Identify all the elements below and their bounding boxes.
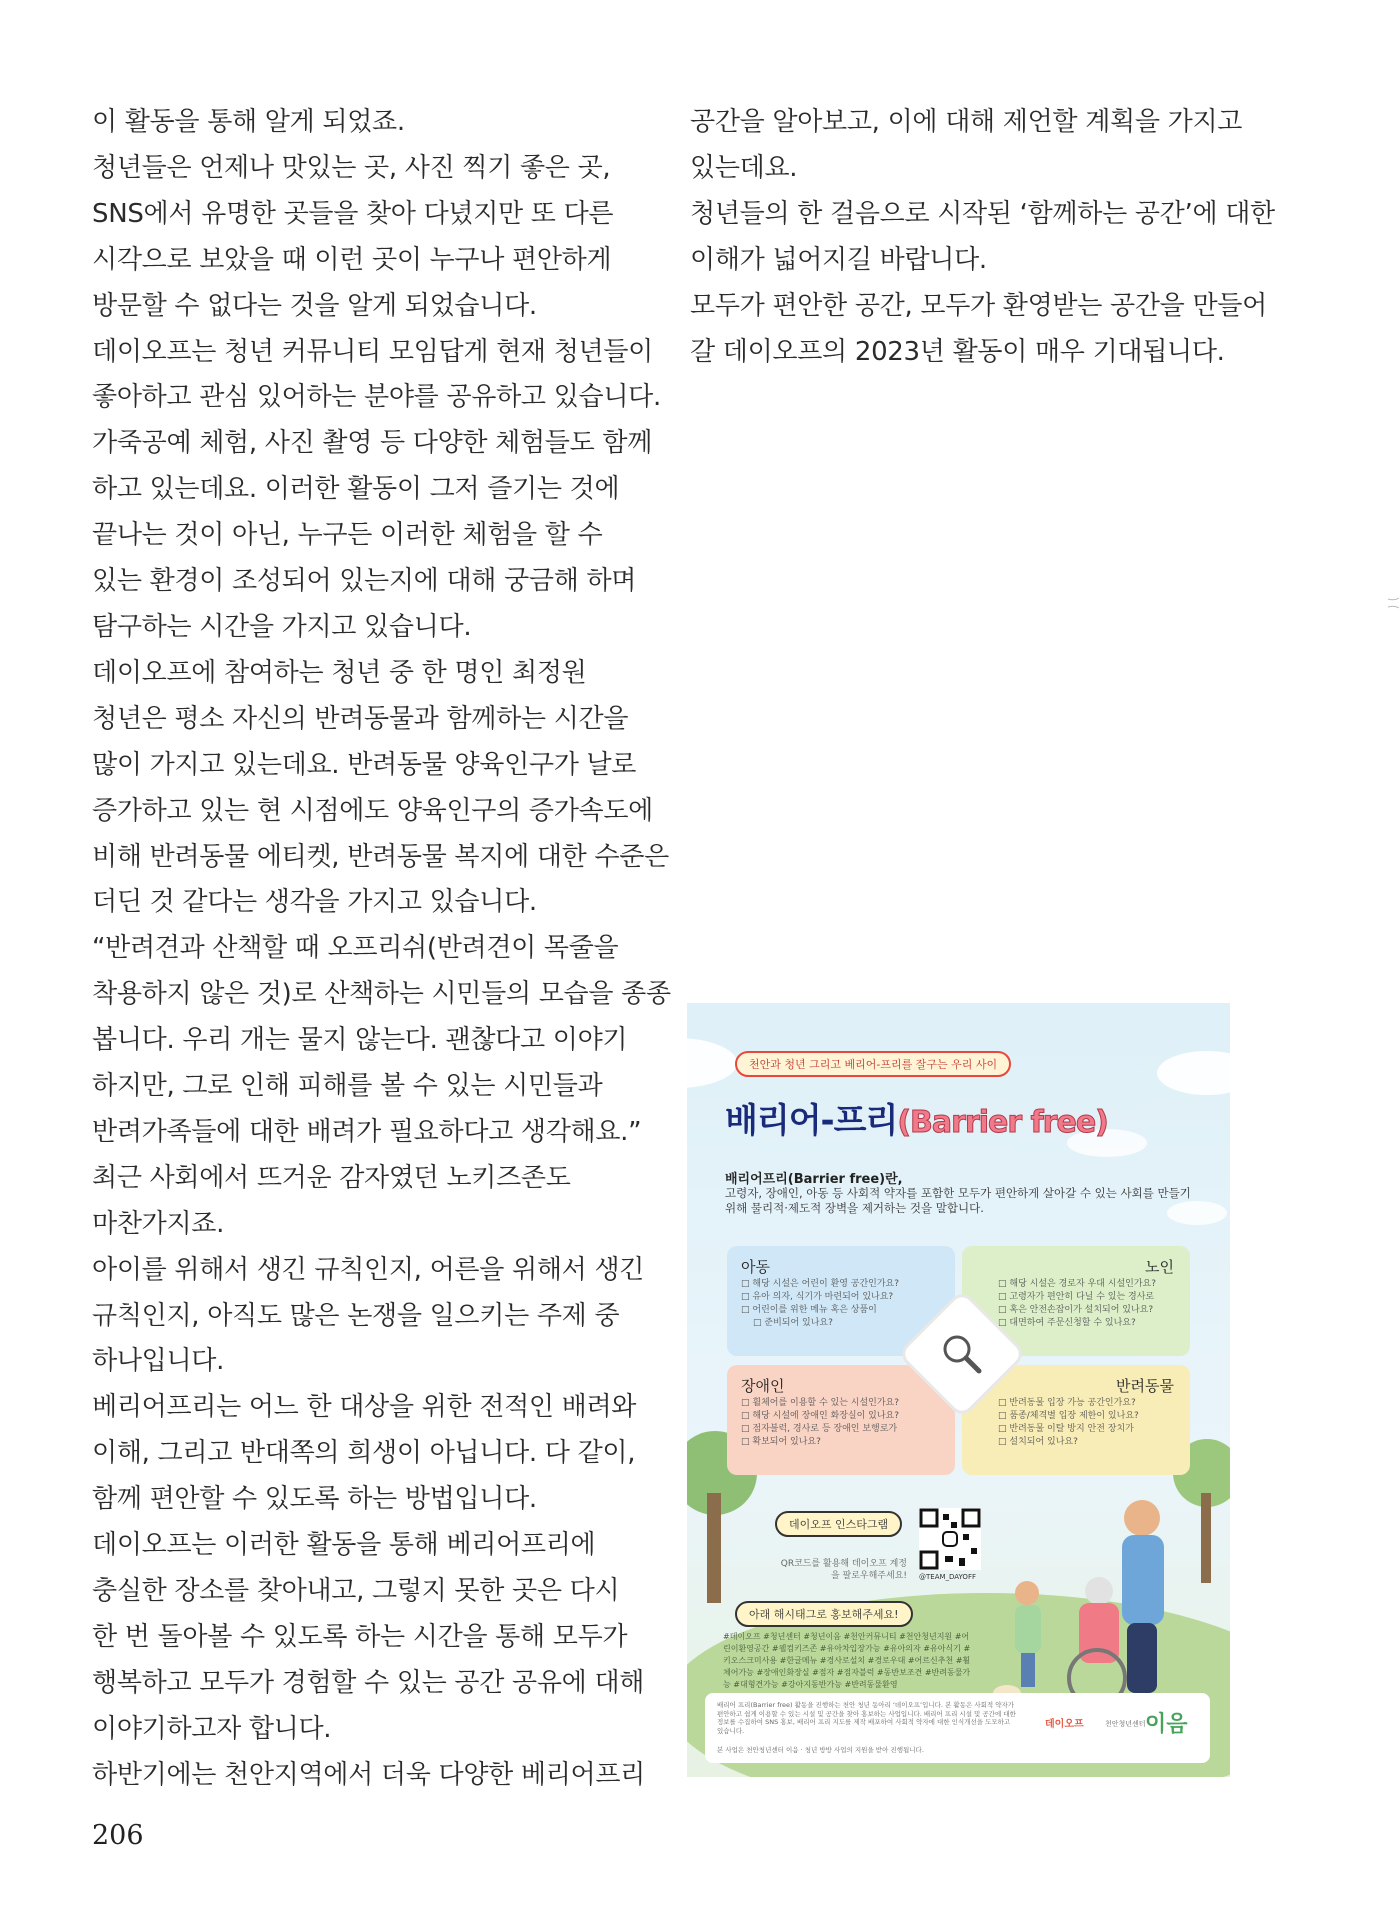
footer-text: 배리어 프리(Barrier free) 활동을 진행하는 천안 청년 동아리 ‘데이오프’입니다. 본 활동은 사회적 약자가 편안하고 쉽게 이용할 수 있는 시설 및 공간을 찾아 홍보하는 사업입니다. 배리어 프리 시설 및 공간에 대한 정보를 수집하여 SNS 홍보, 배리어 프리 지도를 제작 배포하여 사회적 약자에 대한 인식개선을 도모하고 있습니다.	[717, 1701, 1016, 1735]
text-line: 청년은 평소 자신의 반려동물과 함께하는 시간을	[92, 703, 629, 734]
text-line: 규칙인지, 아직도 많은 논쟁을 일으키는 주제 중	[92, 1300, 620, 1331]
poster-title-korean: 배리어-프리	[725, 1101, 898, 1141]
text-line: 하지만, 그로 인해 피해를 볼 수 있는 시민들과	[92, 1071, 603, 1102]
list-item: □ 고령자가 편안히 다닐 수 있는 경사로	[998, 1291, 1156, 1304]
text-line: 있는 환경이 조성되어 있는지에 대해 궁금해 하며	[92, 566, 637, 597]
poster-definition-title: 배리어프리(Barrier free)란,	[725, 1172, 903, 1187]
list-item: □ 해당 시설은 경로자 우대 시설인가요?	[998, 1278, 1156, 1291]
checklist-child-title: 아동	[741, 1258, 770, 1276]
text-line: 좋아하고 관심 있어하는 분야를 공유하고 있습니다.	[92, 382, 661, 413]
text-line: “반려견과 산책할 때 오프리쉬(반려견이 목줄을	[92, 933, 619, 964]
left-text-column	[92, 100, 671, 1799]
text-line: 최근 사회에서 뜨거운 감자였던 노키즈존도	[92, 1162, 571, 1193]
text-line: 공간을 알아보고, 이에 대해 제언할 계획을 가지고	[690, 107, 1243, 137]
right-text-column	[690, 100, 1275, 375]
text-line: 착용하지 않은 것)로 산책하는 시민들의 모습을 종종	[92, 979, 671, 1010]
text-line: 이해가 넓어지길 바랍니다.	[690, 244, 987, 275]
list-item: □ 대면하여 주문신청할 수 있나요?	[998, 1317, 1156, 1330]
text-line: 하나입니다.	[92, 1346, 225, 1377]
checklist-disabled-title: 장애인	[741, 1377, 785, 1395]
text-line: 이해, 그리고 반대쪽의 희생이 아닙니다. 다 같이,	[92, 1438, 636, 1469]
list-item: □ 반려동물 입장 가능 공간인가요?	[998, 1397, 1139, 1410]
text-line: 데이오프는 청년 커뮤니티 모임답게 현재 청년들이	[92, 336, 653, 367]
checklist-pet-items	[998, 1397, 1139, 1449]
list-item: □ 혹은 안전손잡이가 설치되어 있나요?	[998, 1304, 1156, 1317]
poster-title-english: (Barrier free)	[897, 1105, 1108, 1140]
text-line: 가죽공예 체험, 사진 촬영 등 다양한 체험들도 함께	[92, 428, 653, 459]
poster-definition-text: 고령자, 장애인, 아동 등 사회적 약자를 포함한 모두가 편안하게 살아갈 수 있는 사회를 만들기 위해 물리적·제도적 장벽을 제거하는 것을 말합니다.	[725, 1186, 1191, 1215]
page-number: 206	[92, 1820, 144, 1851]
list-item: □ 휠체어를 이용할 수 있는 시설인가요?	[741, 1397, 899, 1410]
text-line: 베리어프리는 어느 한 대상을 위한 전적인 배려와	[92, 1392, 637, 1423]
text-line: 봅니다. 우리 개는 물지 않는다. 괜찮다고 이야기	[92, 1025, 628, 1056]
text-line: 많이 가지고 있는데요. 반려동물 양육인구가 날로	[92, 749, 637, 780]
text-line: 이 활동을 통해 알게 되었죠.	[92, 107, 405, 137]
list-item: □ 품종/체격별 입장 제한이 있나요?	[998, 1410, 1139, 1423]
magnifier-icon	[937, 1329, 987, 1379]
dayoff-logo: 데이오프	[1045, 1719, 1084, 1730]
list-item: □ 준비되어 있나요?	[741, 1317, 899, 1330]
list-item: □ 점자블럭, 경사로 등 장애인 보행로가	[741, 1423, 899, 1436]
qr-caption: QR코드를 활용해 데이오프 계정을 팔로우해주세요!	[780, 1559, 907, 1581]
center-logo-label: 천안청년센터	[1105, 1720, 1146, 1728]
text-line: 있는데요.	[690, 152, 798, 183]
text-line: 충실한 장소를 찾아내고, 그렇지 못한 곳은 다시	[92, 1576, 620, 1606]
text-line: 모두가 편안한 공간, 모두가 환영받는 공간을 만들어	[690, 290, 1267, 321]
text-line: 탐구하는 시간을 가지고 있습니다.	[92, 611, 472, 642]
text-line: 이야기하고자 합니다.	[92, 1713, 332, 1744]
poster-top-banner: 천안과 청년 그리고 베리어-프리를 잘구는 우리 사이	[735, 1051, 1011, 1077]
text-line: 방문할 수 없다는 것을 알게 되었습니다.	[92, 290, 537, 321]
text-line: 마찬가지죠.	[92, 1208, 225, 1239]
text-line: 끝나는 것이 아닌, 누구든 이러한 체험을 할 수	[92, 520, 603, 551]
hashtag-list: #데이오프 #청년센터 #청년이음 #천안커뮤니티 #천안청년지원 #어린이환영공간 #웰컴키즈존 #유아차입장가능 #유아의자 #유아식기 #키오스크미사용 #한글메뉴 #경사로설치 #경로우대 #어르신추천 #휠체어가능 #장애인화장실 #점자 #점자블럭 #동반보조견 #반려동물가능 #대형견가능 #강아지동반가능 #반려동물환영	[723, 1632, 971, 1689]
list-item: □ 해당 시설에 장애인 화장실이 있나요?	[741, 1410, 899, 1423]
list-item: □ 어린이를 위한 메뉴 혹은 상품이	[741, 1304, 899, 1317]
text-line: 데이오프는 이러한 활동을 통해 베리어프리에	[92, 1530, 596, 1561]
list-item: □ 유아 의자, 식기가 마련되어 있나요?	[741, 1291, 899, 1304]
text-line: 반려가족들에 대한 배려가 필요하다고 생각해요.”	[92, 1116, 642, 1147]
poster-title	[725, 1093, 1108, 1142]
ieum-logo: 이음	[1145, 1712, 1188, 1737]
barrier-free-poster	[687, 1003, 1230, 1777]
text-line: 하고 있는데요. 이러한 활동이 그저 즐기는 것에	[92, 474, 620, 505]
qr-handle: @TEAM_DAYOFF	[919, 1573, 976, 1581]
checklist-pet	[962, 1365, 1190, 1475]
list-item: □ 확보되어 있나요?	[741, 1436, 899, 1449]
text-line: 비해 반려동물 에티켓, 반려동물 복지에 대한 수준은	[92, 841, 669, 872]
text-line: 시각으로 보았을 때 이런 곳이 누구나 편안하게	[92, 244, 612, 275]
text-line: 아이를 위해서 생긴 규칙인지, 어른을 위해서 생긴	[92, 1254, 645, 1285]
checklist-disabled	[727, 1365, 955, 1475]
list-item: □ 설치되어 있나요?	[998, 1436, 1139, 1449]
checklist-child-items	[741, 1278, 899, 1330]
text-line: 증가하고 있는 현 시점에도 양육인구의 증가속도에	[92, 795, 653, 826]
qr-code-icon	[919, 1508, 981, 1570]
poster-footer	[705, 1693, 1210, 1763]
footer-note: 본 사업은 천안청년센터 이음 · 청년 방방 사업의 지원을 받아 진행됩니다.	[717, 1746, 924, 1754]
text-line: 하반기에는 천안지역에서 더욱 다양한 베리어프리	[92, 1759, 645, 1790]
text-line: 청년들은 언제나 맛있는 곳, 사진 찍기 좋은 곳,	[92, 152, 611, 183]
text-line: 청년들의 한 걸음으로 시작된 ‘함께하는 공간’에 대한	[690, 198, 1275, 229]
text-line: 행복하고 모두가 경험할 수 있는 공간 공유에 대해	[92, 1667, 645, 1698]
text-line: 데이오프에 참여하는 청년 중 한 명인 최정원	[92, 657, 587, 688]
checklist-disabled-items	[741, 1397, 899, 1449]
text-line: 한 번 돌아볼 수 있도록 하는 시간을 통해 모두가	[92, 1621, 628, 1652]
text-line: 갈 데이오프의 2023년 활동이 매우 기대됩니다.	[690, 336, 1225, 367]
checklist-elder-title: 노인	[1145, 1258, 1174, 1276]
hashtag-label: 아래 해시태그로 홍보해주세요!	[735, 1601, 913, 1627]
text-line: 함께 편안할 수 있도록 하는 방법입니다.	[92, 1484, 537, 1515]
checklist-elder-items	[998, 1278, 1156, 1330]
list-item: □ 해당 시설은 어린이 환영 공간인가요?	[741, 1278, 899, 1291]
text-line: 더딘 것 같다는 생각을 가지고 있습니다.	[92, 887, 537, 918]
edge-mark-icon	[1386, 595, 1400, 611]
text-line: SNS에서 유명한 곳들을 찾아 다녔지만 또 다른	[92, 198, 614, 229]
insta-label: 데이오프 인스타그램	[775, 1511, 902, 1537]
list-item: □ 반려동물 이탈 방지 안전 장치가	[998, 1423, 1139, 1436]
checklist-pet-title: 반려동물	[1116, 1377, 1174, 1395]
